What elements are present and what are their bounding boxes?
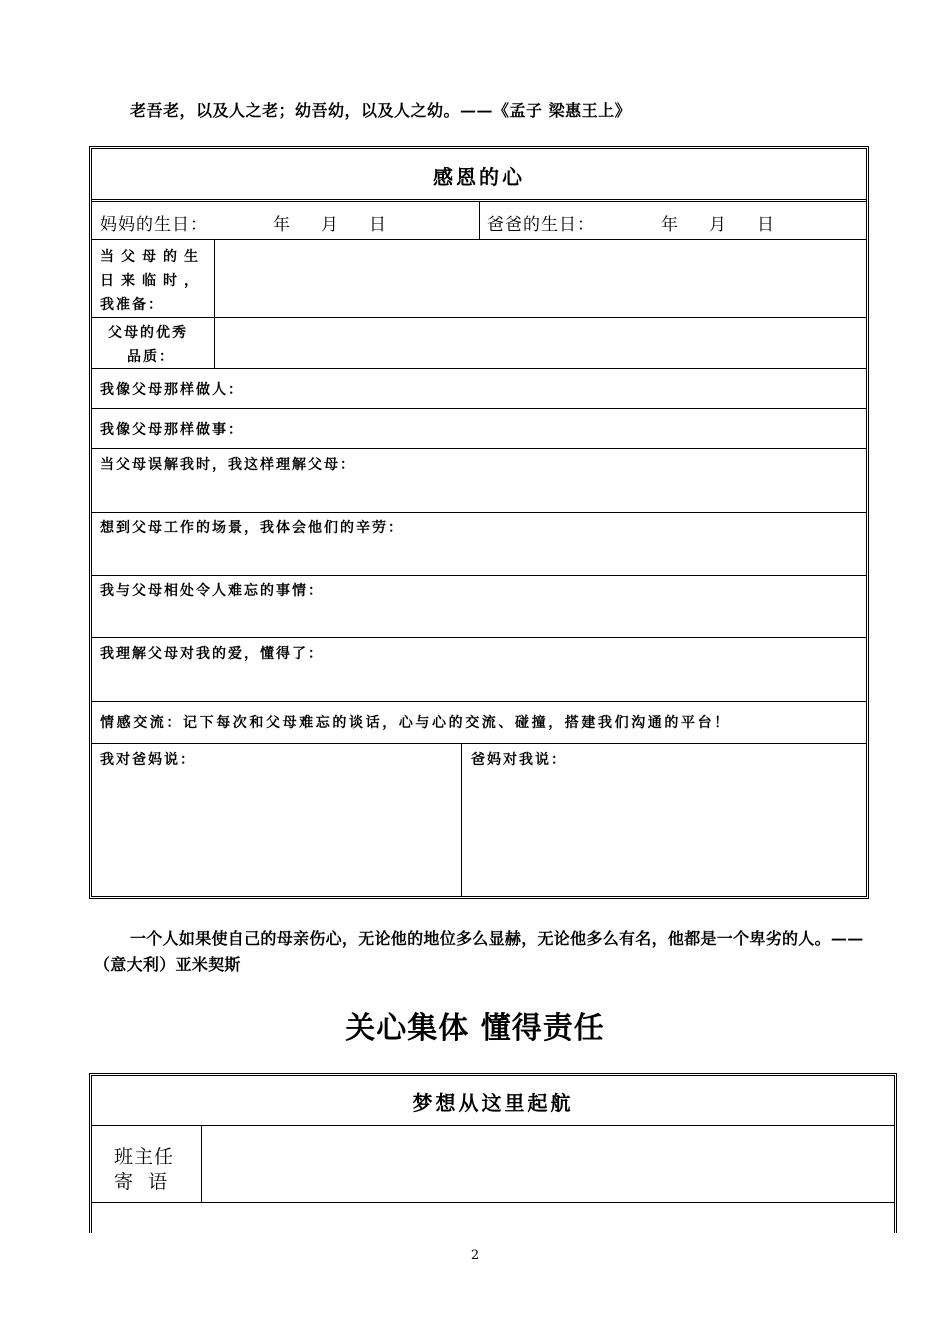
row-understand-love: 我理解父母对我的爱，懂得了： (100, 646, 324, 662)
birthday-prepare-label-2: 日来临时， (100, 273, 205, 289)
dad-birthday-day: 日 (757, 215, 775, 235)
dad-birthday-year: 年 (661, 215, 679, 235)
mom-birthday-month: 月 (321, 215, 339, 235)
qualities-label-2: 品质： (127, 349, 175, 365)
row-misunderstand: 当父母误解我时，我这样理解父母： (100, 457, 356, 473)
dream-title: 梦想从这里起航 (412, 1091, 574, 1115)
dad-birthday-label: 爸爸的生日： (487, 215, 595, 235)
mom-birthday-year: 年 (273, 215, 291, 235)
top-quote: 老吾老，以及人之老；幼吾幼，以及人之幼。——《孟子 梁惠王上》 (130, 101, 632, 120)
page-number: 2 (470, 1248, 480, 1263)
i-say-to-parents: 我对爸妈说： (100, 752, 196, 768)
row-emotional-exchange: 情感交流：记下每次和父母难忘的谈话，心与心的交流、碰撞，搭建我们沟通的平台！ (100, 715, 731, 731)
section-heading: 关心集体 懂得责任 (345, 1011, 605, 1046)
dad-birthday-month: 月 (709, 215, 727, 235)
row-do-things: 我像父母那样做事： (100, 422, 244, 438)
gratitude-title: 感恩的心 (433, 165, 525, 189)
teacher-comment-label-1: 班主任 (114, 1146, 175, 1168)
row-be-person: 我像父母那样做人： (100, 382, 244, 398)
teacher-comment-label-2: 寄 语 (114, 1171, 169, 1193)
birthday-prepare-label-3: 我准备： (100, 297, 164, 313)
row-memorable: 我与父母相处令人难忘的事情： (100, 583, 324, 599)
mom-birthday-label: 妈妈的生日： (100, 215, 208, 235)
mom-birthday-day: 日 (369, 215, 387, 235)
parents-say-to-me: 爸妈对我说： (471, 752, 567, 768)
bottom-quote: 一个人如果使自己的母亲伤心，无论他的地位多么显赫，无论他多么有名，他都是一个卑劣的人。——（意大利）亚米契斯 (94, 929, 864, 974)
qualities-label-1: 父母的优秀 (108, 325, 188, 341)
row-parents-work: 想到父母工作的场景，我体会他们的辛劳： (100, 520, 404, 536)
birthday-prepare-label-1: 当父母的生 (100, 249, 205, 265)
